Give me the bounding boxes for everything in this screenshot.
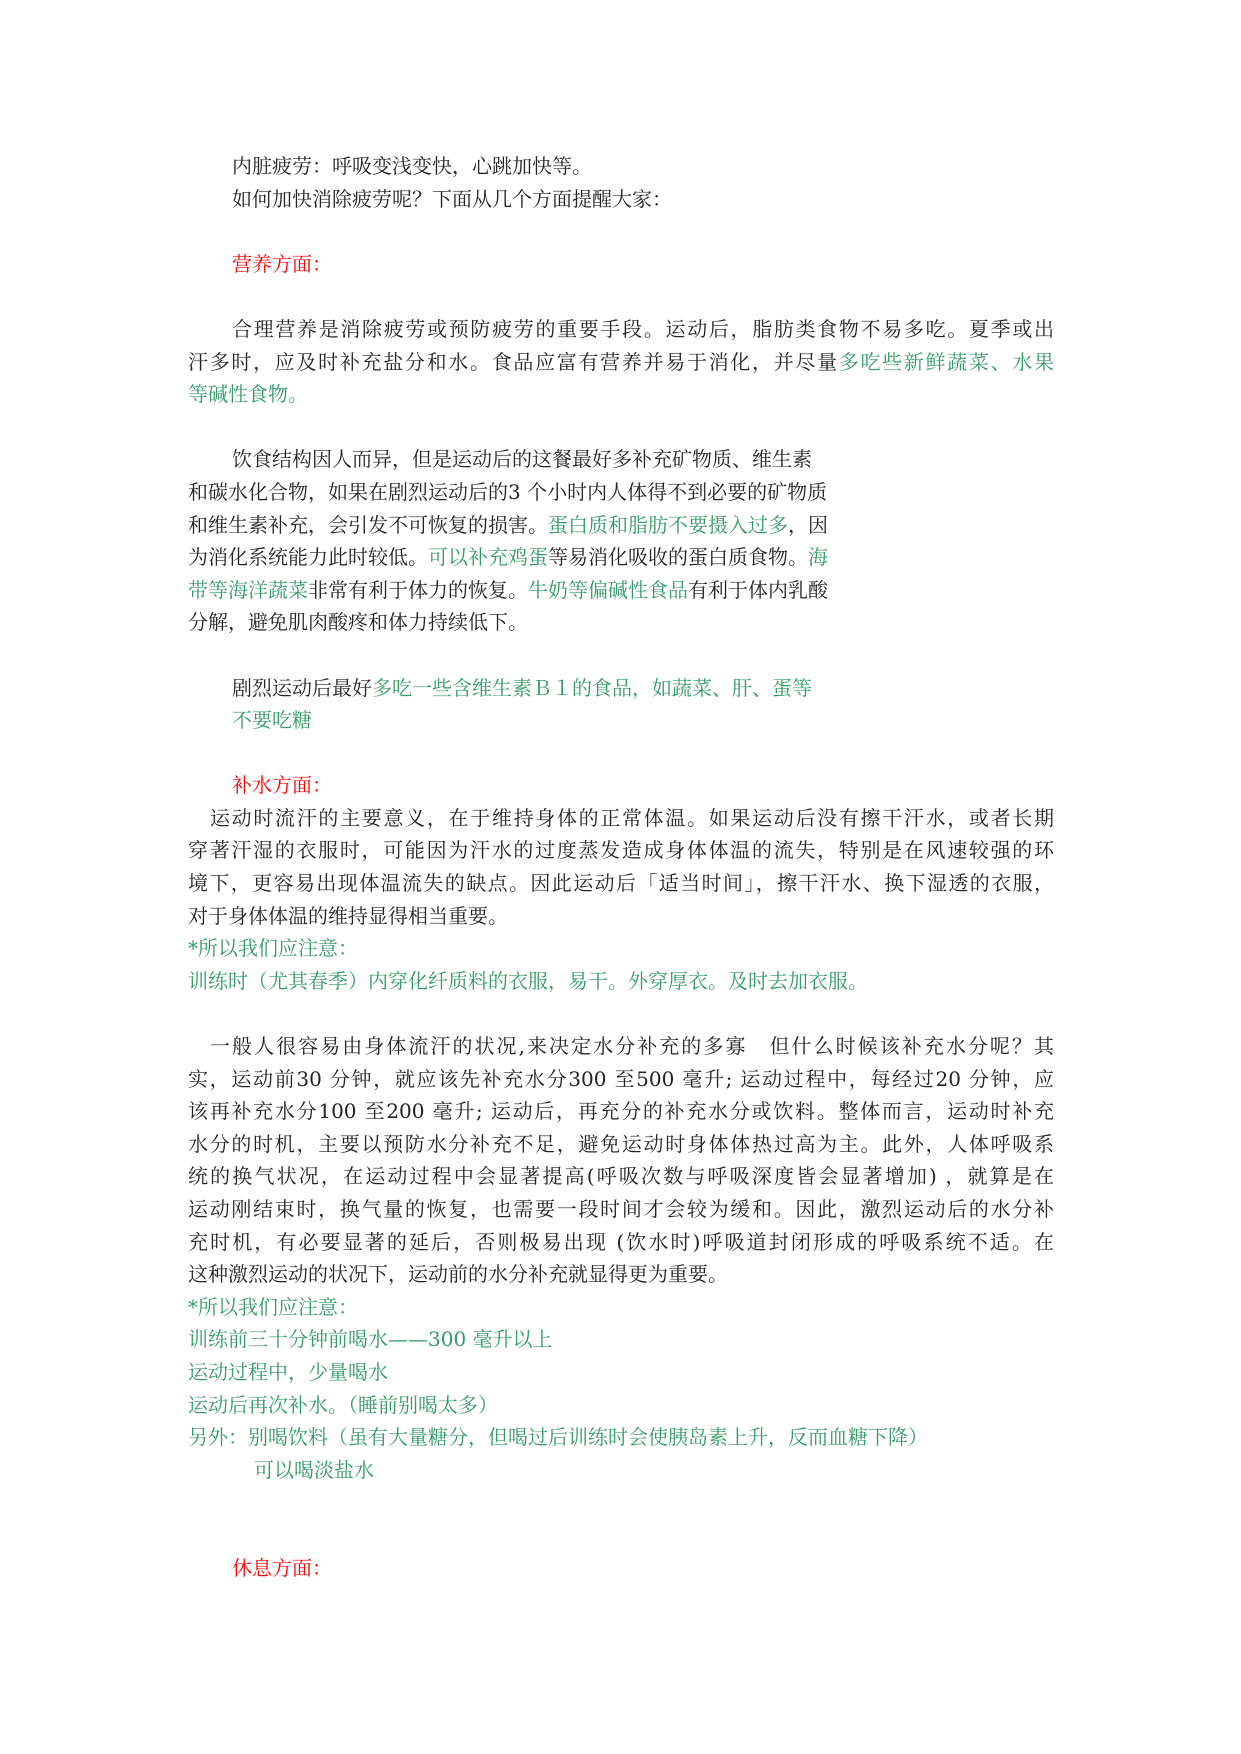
highlighted-text: 不要吃糖 [232, 708, 312, 733]
text-line [188, 1552, 1054, 1585]
body-text: 合理营养是消除疲劳或预防疲劳的重要手段。运动后，脂肪类食物不易多吃。夏季或出 [232, 316, 1054, 341]
text-line [188, 346, 1054, 379]
text-line [188, 1226, 1054, 1259]
text-line [188, 574, 1054, 607]
text-line [188, 1291, 1054, 1324]
text-line [188, 900, 1054, 933]
text-line [188, 1095, 1054, 1128]
body-text: 运动时流汗的主要意义，在于维持身体的正常体温。如果运动后没有擦干汗水，或者长期 [210, 805, 1054, 830]
text-line [188, 769, 1054, 802]
section-heading: 补水方面： [232, 773, 332, 798]
text-line [188, 541, 1054, 574]
highlighted-text: 可以补充鸡蛋 [428, 545, 548, 570]
highlighted-text: 多吃一些含维生素Ｂ１的食品，如蔬菜、肝、蛋等 [372, 675, 812, 700]
highlighted-text: 多吃些新鲜蔬菜、水果 [838, 349, 1054, 374]
text-line [188, 1063, 1054, 1096]
body-text: 有利于体内乳酸 [688, 577, 828, 602]
body-text: 统的换气状况，在运动过程中会显著提高(呼吸次数与呼吸深度皆会显著增加) ，就算是在 [188, 1164, 1054, 1189]
highlighted-text: 另外：别喝饮料（虽有大量糖分，但喝过后训练时会使胰岛素上升，反而血糖下降） [188, 1425, 928, 1450]
text-line [188, 1421, 1054, 1454]
highlighted-text: 牛奶等偏碱性食品 [528, 577, 688, 602]
text-line [188, 802, 1054, 835]
blank-line [188, 1486, 1054, 1519]
highlighted-text: 运动后再次补水。（睡前别喝太多） [188, 1392, 498, 1417]
highlighted-text: 等碱性食物。 [188, 382, 308, 407]
highlighted-text: 训练前三十分钟前喝水——300 毫升以上 [188, 1327, 553, 1352]
body-text: 穿著汗湿的衣服时，可能因为汗水的过度蒸发造成身体体温的流失，特别是在风速较强的环 [188, 838, 1054, 863]
highlighted-text: *所以我们应注意： [188, 1294, 358, 1319]
highlighted-text: 带等海洋蔬菜 [188, 577, 308, 602]
body-text: 剧烈运动后最好 [232, 675, 372, 700]
text-line [188, 704, 1054, 737]
document-body [188, 150, 1054, 1584]
body-text: 该再补充水分100 至200 毫升; 运动后，再充分的补充水分或饮料。整体而言，运动时补充 [188, 1099, 1054, 1124]
text-line [188, 932, 1054, 965]
body-text: 运动刚结束时，换气量的恢复，也需要一段时间才会较为缓和。因此，激烈运动后的水分补 [188, 1197, 1054, 1221]
body-text: ，因 [788, 512, 828, 537]
body-text: 一般人很容易由身体流汗的状况,来决定水分补充的多寡 但什么时候该补充水分呢？其 [210, 1034, 1054, 1059]
body-text: 分解，避免肌肉酸疼和体力持续低下。 [188, 610, 528, 635]
body-text: 为消化系统能力此时较低。 [188, 545, 428, 570]
body-text: 和维生素补充，会引发不可恢复的损害。 [188, 512, 548, 537]
text-line [188, 313, 1054, 346]
text-line [188, 606, 1054, 639]
body-text: 汗多时，应及时补充盐分和水。食品应富有营养并易于消化，并尽量 [188, 349, 839, 374]
text-line [188, 1454, 1054, 1487]
text-line [188, 1030, 1054, 1063]
text-line [188, 1193, 1054, 1226]
highlighted-text: 海 [808, 545, 828, 570]
text-line [188, 834, 1054, 867]
body-text: 内脏疲劳：呼吸变浅变快，心跳加快等。 [232, 154, 592, 178]
text-line [188, 1160, 1054, 1193]
highlighted-text: 蛋白质和脂肪不要摄入过多 [548, 512, 788, 537]
text-line [188, 1323, 1054, 1356]
blank-line [188, 997, 1054, 1030]
text-line [188, 1258, 1054, 1291]
text-line [188, 509, 1054, 542]
text-line [188, 443, 1054, 476]
text-line [188, 150, 1054, 183]
text-line [188, 476, 1054, 509]
text-line [188, 1128, 1054, 1161]
text-line [188, 183, 1054, 216]
blank-line [188, 215, 1054, 248]
body-text: 实，运动前30 分钟，就应该先补充水分300 至500 毫升; 运动过程中，每经过20 分钟，应 [188, 1066, 1054, 1091]
body-text: 对于身体体温的维持显得相当重要。 [188, 903, 508, 928]
section-heading: 营养方面： [232, 251, 332, 276]
blank-line [188, 280, 1054, 313]
text-line [188, 965, 1054, 998]
text-line [188, 378, 1054, 411]
body-text: 等易消化吸收的蛋白质食物。 [548, 545, 808, 570]
body-text: 境下，更容易出现体温流失的缺点。因此运动后「适当时间」，擦干汗水、换下湿透的衣服， [188, 871, 1054, 896]
body-text: 充时机，有必要显著的延后，否则极易出现 (饮水时)呼吸道封闭形成的呼吸系统不适。在 [188, 1229, 1054, 1254]
text-line [188, 867, 1054, 900]
blank-line [188, 639, 1054, 672]
section-heading: 休息方面： [232, 1555, 332, 1580]
blank-line [188, 411, 1054, 444]
text-line [188, 1356, 1054, 1389]
body-text: 这种激烈运动的状况下，运动前的水分补充就显得更为重要。 [188, 1262, 728, 1287]
text-line [188, 1389, 1054, 1422]
highlighted-text: 可以喝淡盐水 [254, 1457, 374, 1482]
body-text: 和碳水化合物，如果在剧烈运动后的3 个小时内人体得不到必要的矿物质 [188, 479, 828, 504]
body-text: 水分的时机，主要以预防水分补充不足，避免运动时身体体热过高为主。此外，人体呼吸系 [188, 1131, 1054, 1156]
blank-line [188, 737, 1054, 770]
body-text: 如何加快消除疲劳呢？下面从几个方面提醒大家： [232, 186, 672, 211]
highlighted-text: 运动过程中，少量喝水 [188, 1359, 388, 1384]
body-text: 饮食结构因人而异，但是运动后的这餐最好多补充矿物质、维生素 [232, 447, 812, 472]
highlighted-text: *所以我们应注意： [188, 936, 358, 961]
body-text: 非常有利于体力的恢复。 [308, 577, 528, 602]
text-line [188, 248, 1054, 281]
text-line [188, 672, 1054, 705]
highlighted-text: 训练时（尤其春季）内穿化纤质料的衣服，易干。外穿厚衣。及时去加衣服。 [188, 968, 868, 993]
blank-line [188, 1519, 1054, 1552]
